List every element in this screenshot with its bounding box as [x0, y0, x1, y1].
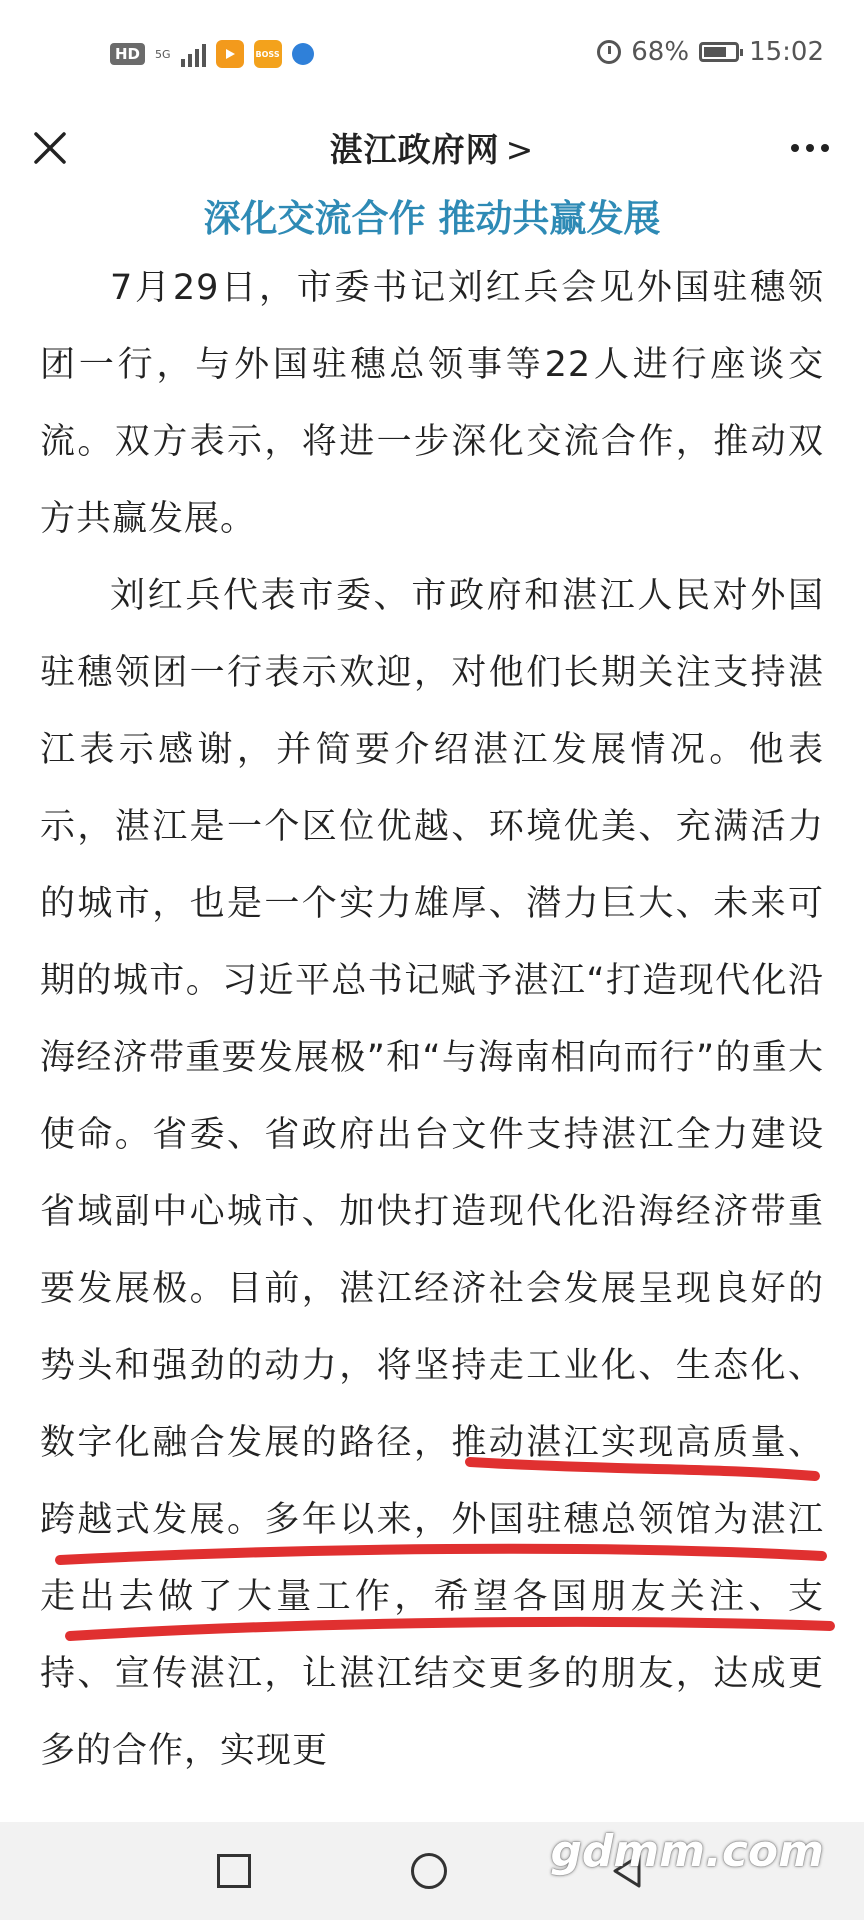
- article-body: [40, 188, 824, 1790]
- recent-square-icon[interactable]: [217, 1854, 251, 1888]
- more-options-button[interactable]: [782, 126, 838, 170]
- page-title-text: 湛江政府网: [329, 130, 500, 169]
- home-circle-icon[interactable]: [411, 1853, 447, 1889]
- article-paragraph-2: 刘红兵代表市委、市政府和湛江人民对外国驻穗领团一行表示欢迎，对他们长期关注支持湛江表示感谢，并简要介绍湛江发展情况。他表示，湛江是一个区位优越、环境优美、充满活力的城市，也是一个实力雄厚、潜力巨大、未来可期的城市。习近平总书记赋予湛江“打造现代化沿海经济带重要发展极”和“与海南相向而行”的重大使命。省委、省政府出台文件支持湛江全力建设省域副中心城市、加快打造现代化沿海经济带重要发展极。目前，湛江经济社会发展呈现良好的势头和强劲的动力，将坚持走工业化、生态化、数字化融合发展的路径，推动湛江实现高质量、跨越式发展。多年以来，外国驻穗总领馆为湛江走出去做了大量工作，希望各国朋友关注、支持、宣传湛江，让湛江结交更多的朋友，达成更多的合作，实现更: [40, 576, 824, 1771]
- signal-icon: [181, 41, 206, 67]
- article-paragraph-1: 7月29日，市委书记刘红兵会见外国驻穗领团一行，与外国驻穗总领事等22人进行座谈交流。双方表示，将进一步深化交流合作，推动双方共赢发展。: [40, 268, 824, 539]
- hd-badge: HD: [110, 43, 145, 65]
- battery-icon: [699, 42, 739, 62]
- clock-time: 15:02: [749, 37, 824, 67]
- status-left: [110, 34, 314, 74]
- video-app-icon: [216, 40, 244, 68]
- battery-percent: 68%: [631, 37, 690, 67]
- network-type: [155, 49, 171, 60]
- site-watermark: gdmm.com: [550, 1826, 824, 1877]
- article-heading: 深化交流合作 推动共赢发展: [203, 197, 661, 240]
- chevron-right-icon: >: [505, 130, 535, 169]
- more-dot: [806, 144, 814, 152]
- network-label: 5G: [155, 47, 171, 61]
- boss-app-label: BOSS: [255, 49, 280, 59]
- status-bar: [0, 0, 864, 108]
- alarm-icon: [597, 40, 621, 64]
- status-right: [597, 32, 824, 72]
- title-bar: [0, 108, 864, 188]
- boss-app-icon: [254, 40, 282, 68]
- more-dot: [821, 144, 829, 152]
- browser-app-icon: [292, 43, 314, 65]
- more-dot: [791, 144, 799, 152]
- page-title[interactable]: [0, 124, 864, 171]
